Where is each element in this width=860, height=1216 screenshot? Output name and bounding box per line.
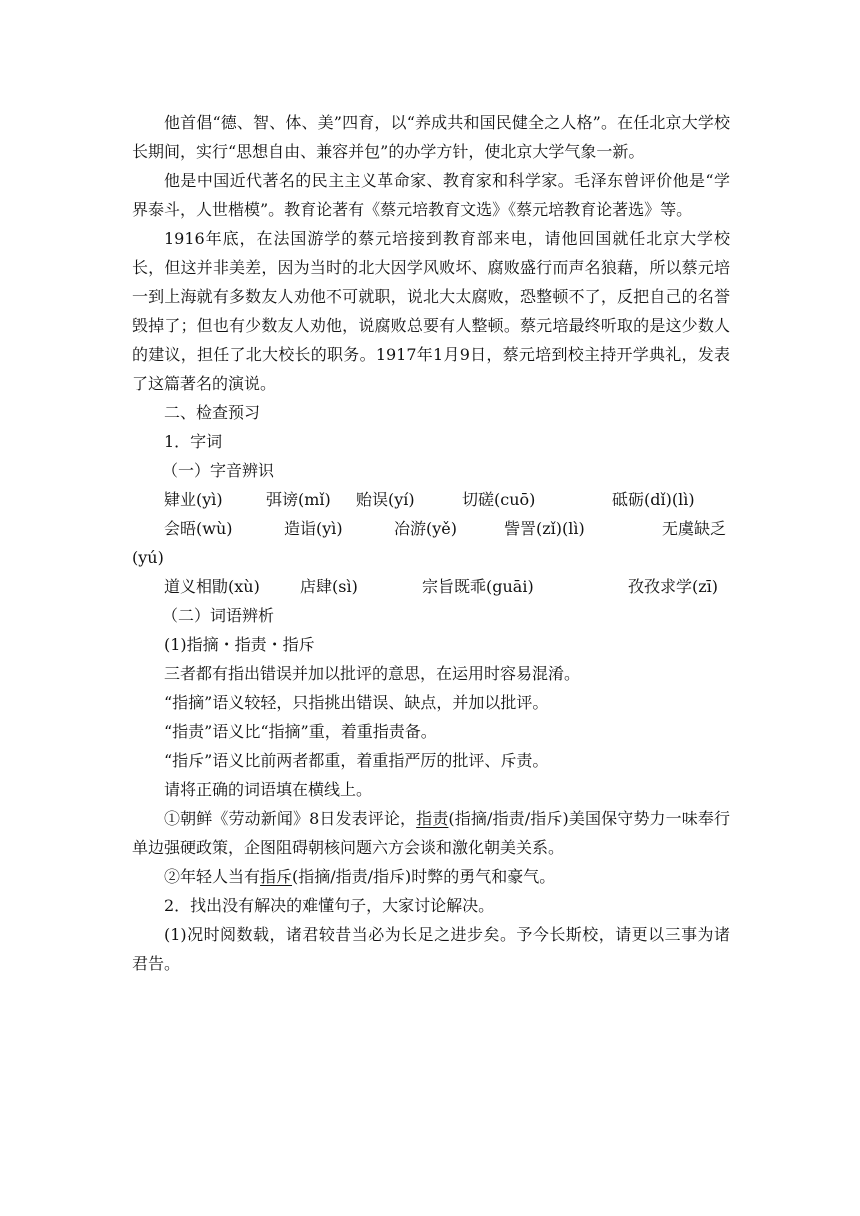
exercise-instruction: 请将正确的词语填在横线上。 bbox=[164, 780, 373, 799]
exercise-1-answer: 指责 bbox=[416, 809, 449, 828]
section-title-preview: 二、检查预习 bbox=[164, 403, 261, 422]
pronunciation-item: 会晤(wù) bbox=[164, 519, 233, 538]
subsection-word-analysis: （二）词语辨析 bbox=[162, 606, 275, 625]
pronunciation-item: 訾詈(zǐ)(lì) bbox=[504, 519, 585, 538]
pronunciation-item: 弭谤(mǐ) bbox=[266, 490, 331, 509]
subsection-vocabulary: 1．字词 bbox=[164, 432, 223, 451]
exercise-2-text-end: (指摘/指责/指斥)时弊的勇气和豪气。 bbox=[292, 867, 556, 886]
pronunciation-row-3 bbox=[132, 572, 730, 601]
pronunciation-item: 店肆(sì) bbox=[300, 577, 358, 596]
paragraph-intro: 他首倡“德、智、体、美”四育，以“养成共和国民健全之人格”。在任北京大学校长期间，实行“思想自由、兼容并包”的办学方针，使北京大学气象一新。 bbox=[132, 113, 730, 161]
pronunciation-item: 冶游(yě) bbox=[394, 519, 457, 538]
pronunciation-item: 肄业(yì) bbox=[164, 490, 223, 509]
exercise-2-text: ②年轻人当有 bbox=[164, 867, 261, 886]
pronunciation-item: 砥砺(dǐ)(lì) bbox=[612, 490, 695, 509]
pronunciation-row-2-wrap: (yú) bbox=[132, 548, 164, 567]
paragraph-background: 1916年底，在法国游学的蔡元培接到教育部来电，请他回国就任北京大学校长，但这并非美差，因为当时的北大因学风败坏、腐败盛行而声名狼藉，所以蔡元培一到上海就有多数友人劝他不可就职，说北大太腐败，恐整顿不了，反把自己的名誉毁掉了；但也有少数友人劝他，说腐败总要有人整顿。蔡元培最终听取的是这少数人的建议，担任了北大校长的职务。1917年1月9日，蔡元培到校主持开学典礼，发表了这篇著名的演说。 bbox=[132, 229, 730, 393]
exercise-1-text-end: (指摘/指责/指斥)美国保守势力一味奉行单边强硬政策，企图阻碍朝核问题六方会谈和激化朝美关系。 bbox=[132, 809, 730, 857]
paragraph-evaluation: 他是中国近代著名的民主主义革命家、教育家和科学家。毛泽东曾评价他是“学界泰斗，人世楷模”。教育论著有《蔡元培教育文选》《蔡元培教育论著选》等。 bbox=[132, 171, 730, 219]
document-page bbox=[132, 108, 730, 978]
exercise-2-answer: 指斥 bbox=[260, 867, 293, 886]
pronunciation-item: 贻误(yí) bbox=[356, 490, 415, 509]
word-definition-zhize: “指责”语义比“指摘”重，着重指责备。 bbox=[164, 722, 437, 741]
word-group-title: (1)指摘・指责・指斥 bbox=[164, 635, 315, 654]
subsection-pronunciation: （一）字音辨识 bbox=[162, 461, 275, 480]
pronunciation-item: 道义相勖(xù) bbox=[164, 577, 260, 596]
exercise-1-text: ①朝鲜《劳动新闻》8日发表评论， bbox=[164, 809, 417, 828]
pronunciation-item: 宗旨既乖(guāi) bbox=[422, 577, 534, 596]
subsection-difficult-sentences: 2．找出没有解决的难懂句子，大家讨论解决。 bbox=[164, 896, 495, 915]
pronunciation-item: 无虞缺乏 bbox=[662, 519, 727, 538]
pronunciation-item: 切磋(cuō) bbox=[462, 490, 536, 509]
word-group-explanation: 三者都有指出错误并加以批评的意思，在运用时容易混淆。 bbox=[164, 664, 581, 683]
pronunciation-row-1 bbox=[132, 485, 730, 514]
pronunciation-item: 孜孜求学(zī) bbox=[628, 577, 719, 596]
word-definition-zhichi: “指斥”语义比前两者都重，着重指严厉的批评、斥责。 bbox=[164, 751, 549, 770]
pronunciation-item: 造诣(yì) bbox=[284, 519, 343, 538]
word-definition-zhizhai: “指摘”语义较轻，只指挑出错误、缺点，并加以批评。 bbox=[164, 693, 549, 712]
difficult-sentence-1: (1)况时阅数载，诸君较昔当必为长足之进步矣。予今长斯校，请更以三事为诸君告。 bbox=[132, 925, 730, 973]
exercise-2 bbox=[132, 862, 730, 891]
pronunciation-row-2 bbox=[132, 514, 730, 543]
exercise-1 bbox=[132, 804, 730, 862]
